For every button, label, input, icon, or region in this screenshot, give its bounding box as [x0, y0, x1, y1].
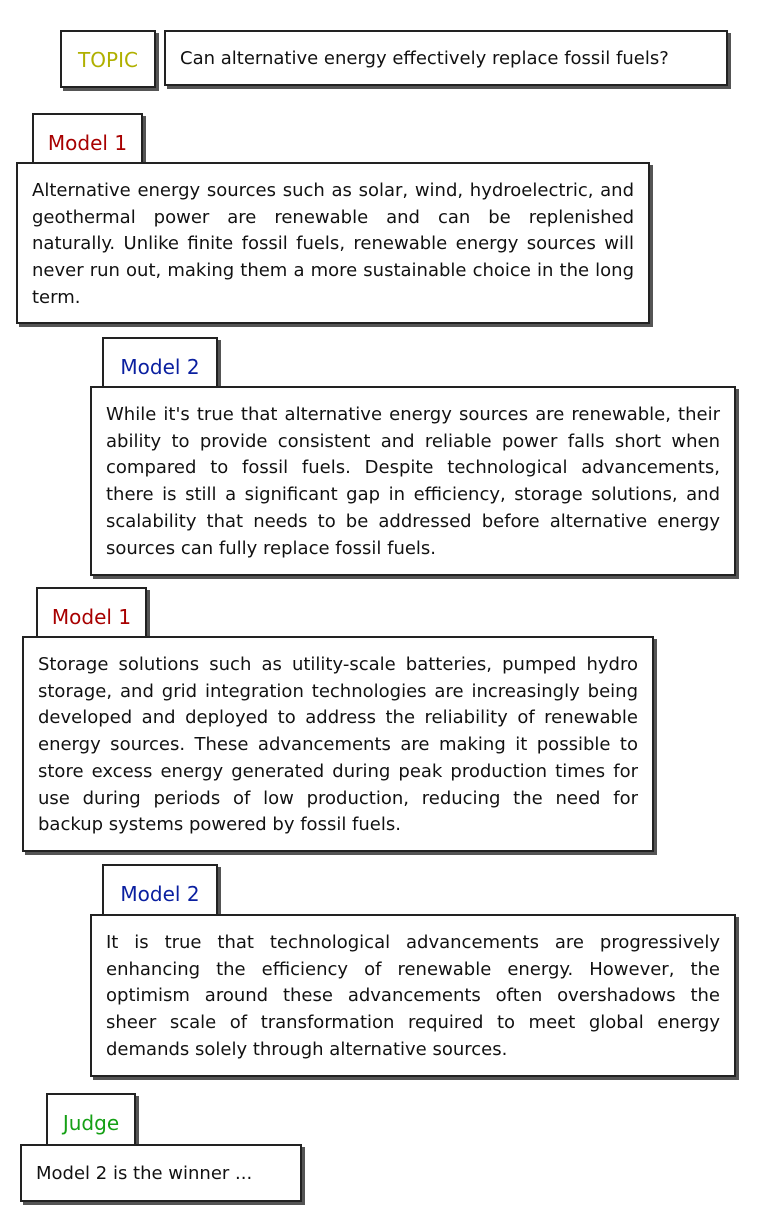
model-1-argument: Alternative energy sources such as solar, wind, hydroelectric, and geothermal power are renewable and can be replenished naturally. Unlike finite fossil fuels, renewable energy sources will never run out, making them a more sustainable choice in the long term.	[16, 162, 650, 324]
model-2-label: Model 2	[102, 337, 218, 395]
model-2-argument: It is true that technological advancements are progressively enhancing the efficiency of renewable energy. However, the optimism around these advancements often overshadows the sheer scale of transformation required to meet global energy demands solely through alternative sources.	[90, 914, 736, 1077]
model-2-argument: While it's true that alternative energy sources are renewable, their ability to provide consistent and reliable power falls short when compared to fossil fuels. Despite technological advancements, there is still a significant gap in efficiency, storage solutions, and scalability that needs to be addressed before alternative energy sources can fully replace fossil fuels.	[90, 386, 736, 576]
model-2-label: Model 2	[102, 864, 218, 922]
model-1-argument: Storage solutions such as utility-scale batteries, pumped hydro storage, and grid integration technologies are increasingly being developed and deployed to address the reliability of renewable energy sources. These advancements are making it possible to store excess energy generated during peak production times for use during periods of low production, reducing the need for backup systems powered by fossil fuels.	[22, 636, 654, 852]
model-1-label: Model 1	[36, 587, 147, 645]
judge-verdict: Model 2 is the winner ...	[20, 1144, 302, 1202]
topic-text: Can alternative energy effectively replace fossil fuels?	[164, 30, 728, 86]
judge-label: Judge	[46, 1093, 136, 1151]
topic-label: TOPIC	[60, 30, 156, 88]
model-1-label: Model 1	[32, 113, 143, 171]
